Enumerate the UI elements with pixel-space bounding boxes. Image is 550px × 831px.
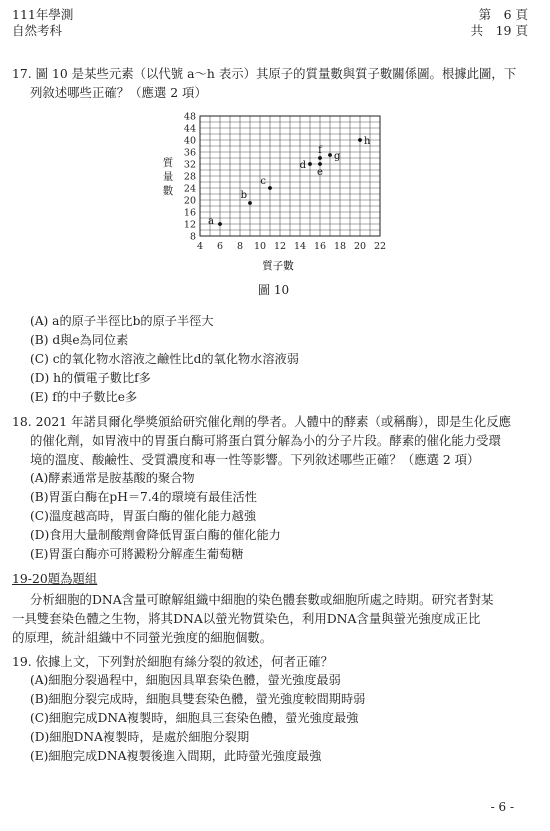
data-point-g xyxy=(328,153,332,157)
question-18-line2: 的催化劑，如胃液中的胃蛋白酶可將蛋白質分解為小的分子片段。酵素的催化能力受環 xyxy=(30,433,501,448)
y-tick-label: 16 xyxy=(183,207,196,219)
page-current: 第 6 頁 xyxy=(478,7,528,22)
x-tick-label: 14 xyxy=(293,241,307,252)
option-18a: (A)酵素通常是胺基酸的聚合物 xyxy=(30,471,195,485)
chart-grid xyxy=(200,116,380,236)
page-header-right xyxy=(471,7,528,39)
data-point-b xyxy=(248,201,252,205)
option-17e: (E) f的中子數比e多 xyxy=(30,390,138,404)
page-total: 共 19 頁 xyxy=(470,23,528,38)
point-label-d: d xyxy=(299,160,306,171)
exam-year: 111年學測 xyxy=(12,7,74,22)
option-18e: (E)胃蛋白酶亦可將澱粉分解產生葡萄糖 xyxy=(30,547,244,561)
data-point-a xyxy=(218,222,222,226)
y-tick-label: 20 xyxy=(183,195,196,207)
x-tick-labels xyxy=(197,241,386,252)
question-group-title: 19-20題為題組 xyxy=(12,571,98,586)
data-point-e xyxy=(318,162,322,166)
x-tick-label: 20 xyxy=(353,241,367,252)
mass-vs-proton-chart xyxy=(150,108,400,278)
x-tick-label: 10 xyxy=(253,241,267,252)
point-labels xyxy=(208,136,371,227)
y-tick-label: 28 xyxy=(183,171,196,183)
option-17b: (B) d與e為同位素 xyxy=(30,333,129,347)
group-passage-line1: 分析細胞的DNA含量可瞭解組織中細胞的染色體套數或細胞所處之時期。研究者對某 xyxy=(30,592,494,607)
y-tick-label: 48 xyxy=(183,111,196,123)
point-label-a: a xyxy=(208,216,214,227)
x-tick-label: 6 xyxy=(216,241,224,252)
question-18-line3: 境的溫度、酸鹼性、受質濃度和專一性等影響。下列敘述哪些正確？（應選 2 項） xyxy=(30,452,480,467)
y-tick-label: 44 xyxy=(183,123,196,135)
y-tick-label: 24 xyxy=(183,183,196,195)
x-axis-label: 質子數 xyxy=(262,260,294,272)
point-label-b: b xyxy=(240,190,247,201)
y-axis-label-char: 質 xyxy=(162,157,174,169)
x-tick-label: 18 xyxy=(333,241,347,252)
figure-caption: 圖 10 xyxy=(258,283,290,297)
exam-subject: 自然考科 xyxy=(12,23,63,38)
option-19b: (B)細胞分裂完成時，細胞具雙套染色體，螢光強度較間期時弱 xyxy=(30,692,366,706)
data-point-h xyxy=(358,138,362,142)
option-18c: (C)溫度越高時，胃蛋白酶的催化能力越強 xyxy=(30,509,257,523)
page-number: - 6 - xyxy=(490,800,514,814)
option-17c: (C) c的氧化物水溶液之鹼性比d的氧化物水溶液弱 xyxy=(30,352,299,366)
x-tick-label: 16 xyxy=(313,241,327,252)
option-19a: (A)細胞分裂過程中，細胞因具單套染色體，螢光強度最弱 xyxy=(30,673,341,687)
point-label-c: c xyxy=(260,176,266,187)
y-axis-label-char: 數 xyxy=(162,185,174,197)
point-label-f: f xyxy=(318,145,322,156)
y-tick-label: 8 xyxy=(189,231,196,243)
data-point-d xyxy=(308,162,312,166)
question-18-line1: 18. 2021 年諾貝爾化學獎頒給研究催化劑的學者。人體中的酵素（或稱酶），即是生化反應 xyxy=(12,414,511,429)
option-17a: (A) a的原子半徑比b的原子半徑大 xyxy=(30,314,214,328)
data-point-f xyxy=(318,156,322,160)
y-tick-label: 40 xyxy=(183,135,196,147)
y-tick-label: 12 xyxy=(183,219,196,231)
y-tick-labels xyxy=(184,112,196,243)
question-17-line2: 列敘述哪些正確？（應選 2 項） xyxy=(30,85,207,100)
point-label-g: g xyxy=(334,151,341,162)
option-19e: (E)細胞完成DNA複製後進入間期，此時螢光強度最強 xyxy=(30,749,322,763)
point-label-h: h xyxy=(364,136,371,147)
option-18b: (B)胃蛋白酶在pH＝7.4的環境有最佳活性 xyxy=(30,490,257,504)
x-tick-label: 12 xyxy=(273,241,287,252)
question-17-line1: 17. 圖 10 是某些元素（以代號 a～h 表示）其原子的質量數與質子數關係圖。根據此圖，下 xyxy=(12,66,517,81)
question-19: 19. 依據上文，下列對於細胞有絲分裂的敘述，何者正確？ xyxy=(12,654,334,669)
point-label-e: e xyxy=(317,167,323,178)
option-17d: (D) h的價電子數比f多 xyxy=(30,371,151,385)
group-passage-line3: 的原理，統計組織中不同螢光強度的細胞個數。 xyxy=(12,630,273,645)
page-header-left xyxy=(12,7,73,39)
y-tick-label: 32 xyxy=(183,159,196,171)
option-18d: (D)食用大量制酸劑會降低胃蛋白酶的催化能力 xyxy=(30,528,281,542)
option-19c: (C)細胞完成DNA複製時，細胞具三套染色體，螢光強度最強 xyxy=(30,711,359,725)
group-passage-line2: 一具雙套染色體之生物，將其DNA以螢光物質染色，利用DNA含量與螢光強度成正比 xyxy=(12,611,481,626)
data-point-c xyxy=(268,186,272,190)
y-axis-label xyxy=(163,157,174,197)
y-tick-label: 36 xyxy=(183,147,196,159)
y-axis-label-char: 量 xyxy=(162,171,174,183)
question-18 xyxy=(12,412,512,469)
x-tick-label: 8 xyxy=(236,241,244,252)
x-tick-label: 22 xyxy=(373,241,387,252)
option-19d: (D)細胞DNA複製時，是處於細胞分裂期 xyxy=(30,730,250,744)
x-tick-label: 4 xyxy=(196,241,204,252)
